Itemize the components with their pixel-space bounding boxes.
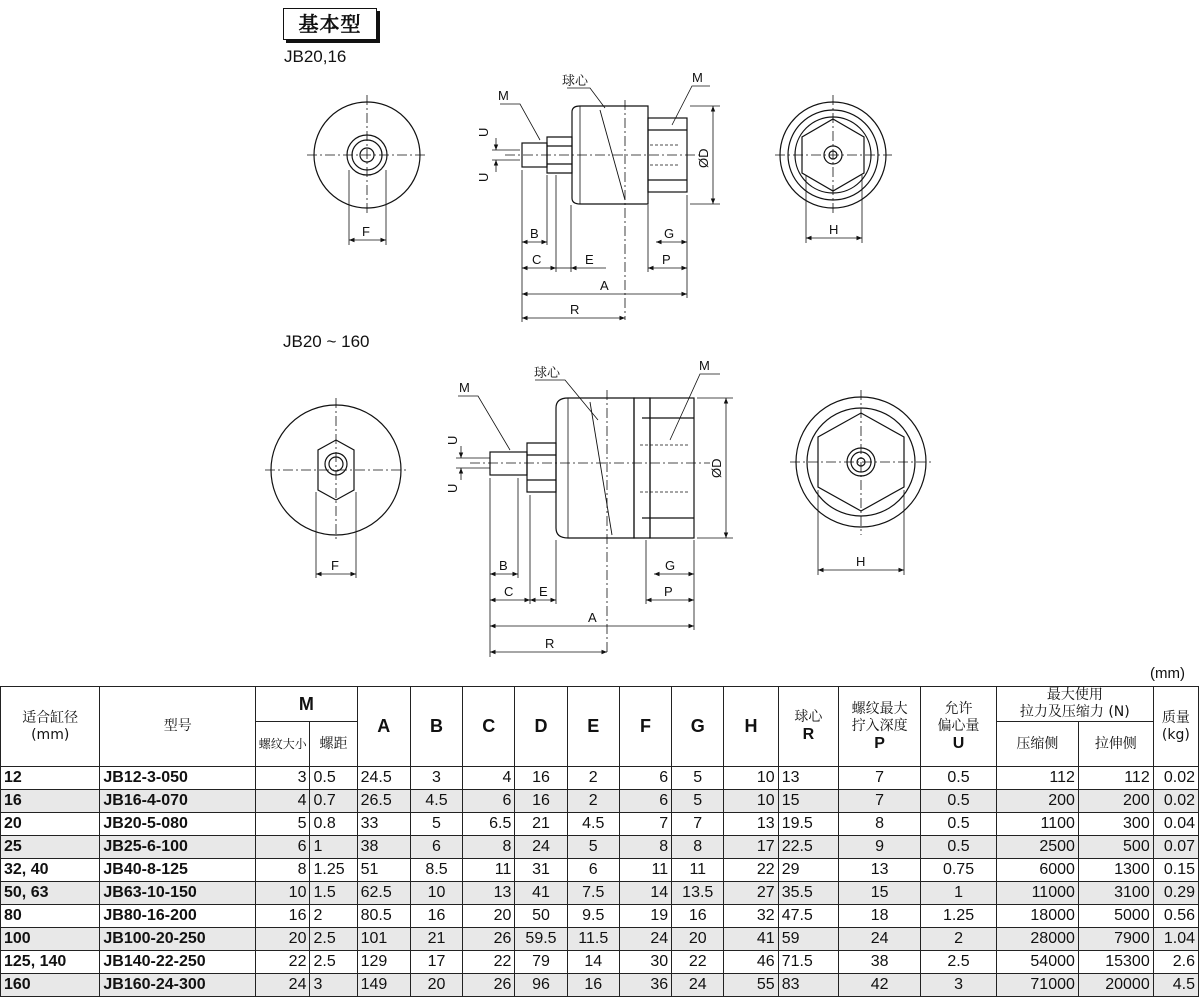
- table-cell: JB80-16-200: [100, 905, 256, 928]
- table-cell: 36: [619, 974, 671, 997]
- label-r-small: R: [570, 302, 580, 317]
- table-cell: 26: [463, 928, 515, 951]
- table-cell: JB100-20-250: [100, 928, 256, 951]
- table-cell: 2: [310, 905, 357, 928]
- header-bore: 适合缸径 (mm): [1, 687, 100, 767]
- label-a-large: A: [588, 610, 597, 625]
- table-cell: 32: [724, 905, 778, 928]
- table-cell: 129: [357, 951, 410, 974]
- table-cell: 0.5: [921, 767, 997, 790]
- header-m-size: 螺纹大小: [256, 722, 310, 767]
- table-row: [1, 882, 1199, 905]
- right-end-view-large: [790, 390, 932, 575]
- table-cell: 16: [410, 905, 462, 928]
- header-model: 型号: [100, 687, 256, 767]
- table-cell: 125, 140: [1, 951, 100, 974]
- header-e: E: [567, 687, 619, 767]
- table-cell: 25: [1, 836, 100, 859]
- label-e-small: E: [585, 252, 594, 267]
- table-cell: 80.5: [357, 905, 410, 928]
- table-cell: 10: [724, 790, 778, 813]
- table-cell: 29: [778, 859, 838, 882]
- table-cell: 50, 63: [1, 882, 100, 905]
- table-cell: 71.5: [778, 951, 838, 974]
- table-cell: JB63-10-150: [100, 882, 256, 905]
- table-cell: 7900: [1078, 928, 1153, 951]
- table-cell: 13: [463, 882, 515, 905]
- table-cell: 5: [410, 813, 462, 836]
- label-m-bore-large: M: [699, 358, 710, 373]
- table-cell: 0.8: [310, 813, 357, 836]
- label-c-large: C: [504, 584, 514, 599]
- table-cell: 7: [839, 790, 921, 813]
- table-cell: 22.5: [778, 836, 838, 859]
- header-b: B: [410, 687, 462, 767]
- label-g-small: G: [664, 226, 675, 241]
- table-cell: 0.29: [1153, 882, 1198, 905]
- table-cell: 2.6: [1153, 951, 1198, 974]
- table-cell: 3: [310, 974, 357, 997]
- table-cell: JB20-5-080: [100, 813, 256, 836]
- label-u-upper-large: U: [445, 435, 460, 445]
- table-cell: 62.5: [357, 882, 410, 905]
- left-end-view-small: [307, 95, 428, 245]
- table-cell: 19: [619, 905, 671, 928]
- label-m-shaft-small: M: [498, 88, 509, 103]
- table-cell: 59: [778, 928, 838, 951]
- table-cell: 6: [410, 836, 462, 859]
- table-cell: 2: [567, 767, 619, 790]
- table-cell: 16: [515, 767, 567, 790]
- table-cell: 3: [921, 974, 997, 997]
- table-cell: 83: [778, 974, 838, 997]
- table-cell: 15: [778, 790, 838, 813]
- table-cell: 20000: [1078, 974, 1153, 997]
- table-cell: 1.25: [310, 859, 357, 882]
- table-cell: 0.75: [921, 859, 997, 882]
- table-cell: 13.5: [672, 882, 724, 905]
- table-row: [1, 928, 1199, 951]
- table-cell: 24: [256, 974, 310, 997]
- table-cell: 5000: [1078, 905, 1153, 928]
- table-cell: 3100: [1078, 882, 1153, 905]
- table-cell: 300: [1078, 813, 1153, 836]
- table-cell: 6: [256, 836, 310, 859]
- table-cell: 14: [619, 882, 671, 905]
- table-cell: 2500: [996, 836, 1078, 859]
- table-cell: 17: [410, 951, 462, 974]
- table-cell: 0.5: [921, 813, 997, 836]
- header-d: D: [515, 687, 567, 767]
- table-cell: 20: [256, 928, 310, 951]
- right-end-view-small: [775, 95, 892, 243]
- table-cell: 24: [515, 836, 567, 859]
- table-cell: 16: [672, 905, 724, 928]
- table-cell: 28000: [996, 928, 1078, 951]
- table-cell: 200: [996, 790, 1078, 813]
- table-cell: 42: [839, 974, 921, 997]
- table-cell: 1.5: [310, 882, 357, 905]
- label-b-large: B: [499, 558, 508, 573]
- table-cell: 4: [256, 790, 310, 813]
- label-ball-center-small: 球心: [562, 73, 589, 88]
- label-ball-center-large: 球心: [534, 365, 561, 380]
- label-f-small: F: [362, 224, 370, 239]
- table-cell: 15: [839, 882, 921, 905]
- table-cell: 8: [672, 836, 724, 859]
- view-caption-small: JB20,16: [284, 47, 347, 66]
- label-h-small: H: [829, 222, 839, 237]
- table-cell: 0.15: [1153, 859, 1198, 882]
- table-cell: 112: [1078, 767, 1153, 790]
- label-f-large: F: [331, 558, 339, 573]
- table-cell: 22: [463, 951, 515, 974]
- table-cell: 71000: [996, 974, 1078, 997]
- table-cell: 7: [619, 813, 671, 836]
- table-cell: 55: [724, 974, 778, 997]
- label-r-large: R: [545, 636, 555, 651]
- label-p-small: P: [662, 252, 671, 267]
- header-u: 允许 偏心量 U: [921, 687, 997, 767]
- table-cell: 1: [310, 836, 357, 859]
- table-cell: 16: [567, 974, 619, 997]
- table-cell: 160: [1, 974, 100, 997]
- table-cell: 20: [463, 905, 515, 928]
- table-cell: 38: [839, 951, 921, 974]
- table-cell: 24.5: [357, 767, 410, 790]
- label-m-shaft-large: M: [459, 380, 470, 395]
- table-row: [1, 974, 1199, 997]
- header-g: G: [672, 687, 724, 767]
- table-cell: 9: [839, 836, 921, 859]
- table-cell: 41: [724, 928, 778, 951]
- unit-label: (mm): [1150, 665, 1185, 682]
- spec-table-body: [1, 767, 1199, 997]
- table-cell: 30: [619, 951, 671, 974]
- table-cell: 54000: [996, 951, 1078, 974]
- table-cell: 11000: [996, 882, 1078, 905]
- table-cell: 1300: [1078, 859, 1153, 882]
- header-c: C: [463, 687, 515, 767]
- header-p: 螺纹最大 拧入深度 P: [839, 687, 921, 767]
- header-f: F: [619, 687, 671, 767]
- table-cell: JB140-22-250: [100, 951, 256, 974]
- table-cell: 21: [515, 813, 567, 836]
- header-r: 球心 R: [778, 687, 838, 767]
- table-cell: 22: [724, 859, 778, 882]
- table-cell: 11: [672, 859, 724, 882]
- table-cell: 27: [724, 882, 778, 905]
- table-cell: 31: [515, 859, 567, 882]
- table-cell: 11: [463, 859, 515, 882]
- table-cell: 4.5: [1153, 974, 1198, 997]
- table-cell: 10: [724, 767, 778, 790]
- table-cell: 96: [515, 974, 567, 997]
- label-e-large: E: [539, 584, 548, 599]
- table-cell: 46: [724, 951, 778, 974]
- table-cell: 5: [256, 813, 310, 836]
- table-cell: 24: [672, 974, 724, 997]
- table-cell: 8: [463, 836, 515, 859]
- label-u-lower-small: U: [476, 172, 491, 182]
- table-cell: 15300: [1078, 951, 1153, 974]
- table-cell: 20: [1, 813, 100, 836]
- table-cell: 41: [515, 882, 567, 905]
- table-cell: 59.5: [515, 928, 567, 951]
- table-cell: 24: [839, 928, 921, 951]
- table-cell: 35.5: [778, 882, 838, 905]
- table-cell: 10: [256, 882, 310, 905]
- left-end-view-large: [265, 398, 408, 578]
- table-cell: 0.5: [310, 767, 357, 790]
- table-cell: 13: [839, 859, 921, 882]
- table-cell: 17: [724, 836, 778, 859]
- label-p-large: P: [664, 584, 673, 599]
- table-cell: 2.5: [310, 951, 357, 974]
- label-g-large: G: [665, 558, 676, 573]
- table-row: [1, 813, 1199, 836]
- table-cell: 2.5: [921, 951, 997, 974]
- table-cell: JB12-3-050: [100, 767, 256, 790]
- table-cell: 500: [1078, 836, 1153, 859]
- label-b-small: B: [530, 226, 539, 241]
- label-c-small: C: [532, 252, 542, 267]
- header-force: 最大使用 拉力及压缩力 (N): [996, 687, 1153, 722]
- header-h: H: [724, 687, 778, 767]
- table-cell: 14: [567, 951, 619, 974]
- label-h-large: H: [856, 554, 866, 569]
- label-diameter-large: ØD: [709, 458, 724, 478]
- table-cell: 19.5: [778, 813, 838, 836]
- table-cell: 0.02: [1153, 790, 1198, 813]
- table-cell: 16: [256, 905, 310, 928]
- header-a: A: [357, 687, 410, 767]
- table-cell: JB40-8-125: [100, 859, 256, 882]
- table-cell: 16: [515, 790, 567, 813]
- table-cell: 6: [619, 790, 671, 813]
- table-cell: 18: [839, 905, 921, 928]
- table-cell: 6: [463, 790, 515, 813]
- table-cell: 6.5: [463, 813, 515, 836]
- table-cell: 38: [357, 836, 410, 859]
- table-cell: 20: [672, 928, 724, 951]
- table-cell: JB16-4-070: [100, 790, 256, 813]
- table-cell: 26: [463, 974, 515, 997]
- table-cell: 8: [619, 836, 671, 859]
- header-mass: 质量 (kg): [1153, 687, 1198, 767]
- table-row: [1, 790, 1199, 813]
- table-row: [1, 836, 1199, 859]
- label-u-upper-small: U: [476, 127, 491, 137]
- table-cell: 8: [256, 859, 310, 882]
- table-cell: JB160-24-300: [100, 974, 256, 997]
- label-u-lower-large: U: [445, 483, 460, 493]
- table-cell: 0.5: [921, 836, 997, 859]
- table-row: [1, 859, 1199, 882]
- table-row: [1, 905, 1199, 928]
- table-cell: 24: [619, 928, 671, 951]
- table-cell: 13: [778, 767, 838, 790]
- table-cell: 18000: [996, 905, 1078, 928]
- table-cell: 8: [839, 813, 921, 836]
- table-cell: 5: [567, 836, 619, 859]
- table-cell: 4.5: [567, 813, 619, 836]
- table-cell: 22: [256, 951, 310, 974]
- table-cell: 7: [839, 767, 921, 790]
- table-cell: 7.5: [567, 882, 619, 905]
- table-cell: 11: [619, 859, 671, 882]
- table-cell: 50: [515, 905, 567, 928]
- table-cell: 22: [672, 951, 724, 974]
- header-m-pitch: 螺距: [310, 722, 357, 767]
- table-cell: 10: [410, 882, 462, 905]
- table-cell: 3: [256, 767, 310, 790]
- table-cell: 1: [921, 882, 997, 905]
- table-cell: 6: [567, 859, 619, 882]
- table-cell: 3: [410, 767, 462, 790]
- table-cell: 8.5: [410, 859, 462, 882]
- table-cell: 2: [921, 928, 997, 951]
- table-cell: 80: [1, 905, 100, 928]
- table-cell: 101: [357, 928, 410, 951]
- table-cell: 6: [619, 767, 671, 790]
- table-cell: 21: [410, 928, 462, 951]
- table-cell: JB25-6-100: [100, 836, 256, 859]
- table-cell: 20: [410, 974, 462, 997]
- table-cell: 11.5: [567, 928, 619, 951]
- table-cell: 0.07: [1153, 836, 1198, 859]
- header-push: 压缩侧: [996, 722, 1078, 767]
- label-diameter-small: ØD: [696, 148, 711, 168]
- table-cell: 0.04: [1153, 813, 1198, 836]
- table-cell: 32, 40: [1, 859, 100, 882]
- table-cell: 0.5: [921, 790, 997, 813]
- table-cell: 16: [1, 790, 100, 813]
- table-cell: 1.04: [1153, 928, 1198, 951]
- table-cell: 7: [672, 813, 724, 836]
- table-cell: 47.5: [778, 905, 838, 928]
- table-cell: 2.5: [310, 928, 357, 951]
- header-m: M: [256, 687, 357, 722]
- table-cell: 1.25: [921, 905, 997, 928]
- table-cell: 0.56: [1153, 905, 1198, 928]
- table-cell: 51: [357, 859, 410, 882]
- table-cell: 100: [1, 928, 100, 951]
- table-cell: 33: [357, 813, 410, 836]
- table-cell: 1100: [996, 813, 1078, 836]
- table-cell: 4.5: [410, 790, 462, 813]
- label-a-small: A: [600, 278, 609, 293]
- table-cell: 0.02: [1153, 767, 1198, 790]
- table-cell: 6000: [996, 859, 1078, 882]
- table-cell: 149: [357, 974, 410, 997]
- table-cell: 13: [724, 813, 778, 836]
- table-cell: 112: [996, 767, 1078, 790]
- table-cell: 26.5: [357, 790, 410, 813]
- table-cell: 5: [672, 790, 724, 813]
- table-cell: 9.5: [567, 905, 619, 928]
- view-caption-large: JB20 ~ 160: [283, 332, 370, 351]
- table-cell: 79: [515, 951, 567, 974]
- section-title: 基本型: [283, 8, 377, 40]
- header-pull: 拉伸侧: [1078, 722, 1153, 767]
- table-row: [1, 951, 1199, 974]
- label-m-bore-small: M: [692, 70, 703, 85]
- table-cell: 2: [567, 790, 619, 813]
- table-cell: 12: [1, 767, 100, 790]
- table-row: [1, 767, 1199, 790]
- table-cell: 0.7: [310, 790, 357, 813]
- spec-table: [0, 686, 1199, 997]
- table-cell: 5: [672, 767, 724, 790]
- table-cell: 200: [1078, 790, 1153, 813]
- table-cell: 4: [463, 767, 515, 790]
